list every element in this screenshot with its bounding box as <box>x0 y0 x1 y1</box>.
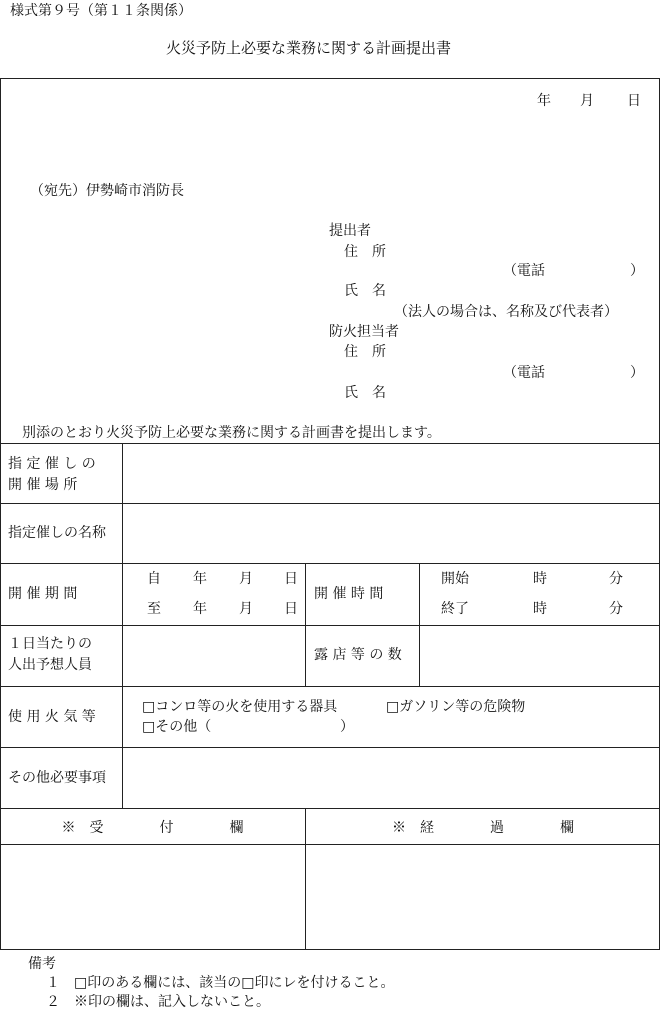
fire-option-other-close: ） <box>340 719 354 735</box>
period-to-day: 日 <box>284 601 298 617</box>
submitter-heading: 提出者 <box>329 223 371 239</box>
fire-option-other[interactable]: □その他（ <box>142 719 212 735</box>
fire-manager-name-label: 氏 名 <box>344 385 386 401</box>
table-row-divider <box>0 747 660 748</box>
reception-header: ※ 受 付 欄 <box>61 820 244 836</box>
venue-label-line2: 開 催 場 所 <box>8 477 78 493</box>
date-month-label: 月 <box>580 93 594 109</box>
venue-label-line1: 指 定 催 し の <box>8 456 96 472</box>
form-number: 様式第９号（第１１条関係） <box>10 3 192 19</box>
time-end-minute: 分 <box>609 601 623 617</box>
period-to-label: 至 <box>147 601 161 617</box>
table-row-divider <box>0 844 660 845</box>
fire-manager-address-label: 住 所 <box>344 344 386 360</box>
table-row-divider <box>0 503 660 504</box>
time-start-hour: 時 <box>533 571 547 587</box>
right-column-divider <box>419 563 420 686</box>
attendance-label-line2: 人出予想人員 <box>8 657 92 673</box>
note-2-text: ※印の欄は、記入しないこと。 <box>74 994 270 1010</box>
note-2-number: ２ <box>46 994 60 1010</box>
period-from-label: 自 <box>147 571 161 587</box>
fire-manager-phone-close: ） <box>630 365 644 381</box>
time-end-hour: 時 <box>533 601 547 617</box>
venue-field[interactable] <box>124 445 658 502</box>
attendance-label-line1: １日当たりの <box>8 636 92 652</box>
fire-option-hazardous[interactable]: □ガソリン等の危険物 <box>386 699 526 715</box>
date-year-label: 年 <box>537 93 551 109</box>
other-field[interactable] <box>124 749 658 807</box>
addressee: （宛先）伊勢崎市消防長 <box>30 183 184 199</box>
fire-option-stove[interactable]: □コンロ等の火を使用する器具 <box>142 699 338 715</box>
statement: 別添のとおり火災予防上必要な業務に関する計画書を提出します。 <box>22 425 441 441</box>
time-end-label: 終了 <box>441 601 469 617</box>
table-row-divider <box>0 808 660 809</box>
fire-use-label: 使 用 火 気 等 <box>8 709 96 725</box>
page-title: 火災予防上必要な業務に関する計画提出書 <box>166 39 452 57</box>
submitter-phone-close: ） <box>630 263 644 279</box>
period-to-month: 月 <box>239 601 253 617</box>
event-name-field[interactable] <box>124 505 658 562</box>
middle-column-divider <box>305 563 306 686</box>
period-to-year: 年 <box>193 601 207 617</box>
label-column-divider <box>122 443 123 808</box>
stalls-label: 露 店 等 の 数 <box>314 647 402 663</box>
table-row-divider <box>0 625 660 626</box>
other-label: その他必要事項 <box>8 770 106 786</box>
fire-manager-heading: 防火担当者 <box>329 324 399 340</box>
period-from-month: 月 <box>239 571 253 587</box>
table-row-divider <box>0 686 660 687</box>
stalls-field[interactable] <box>421 627 658 685</box>
period-label: 開 催 期 間 <box>8 586 78 602</box>
time-start-label: 開始 <box>441 571 469 587</box>
table-row-divider <box>0 443 660 444</box>
attendance-field[interactable] <box>124 627 304 685</box>
submitter-address-label: 住 所 <box>344 244 386 260</box>
submitter-name-label: 氏 名 <box>344 283 386 299</box>
period-from-day: 日 <box>284 571 298 587</box>
time-start-minute: 分 <box>609 571 623 587</box>
notes-heading: 備考 <box>28 956 56 972</box>
submitter-phone-open: （電話 <box>503 263 545 279</box>
event-name-label: 指定催しの名称 <box>8 525 106 541</box>
table-row-divider <box>0 563 660 564</box>
note-1-text: □印のある欄には、該当の□印にレを付けること。 <box>74 975 395 991</box>
fire-manager-phone-open: （電話 <box>503 365 545 381</box>
time-label: 開 催 時 間 <box>314 586 384 602</box>
corporate-note: （法人の場合は、名称及び代表者） <box>394 304 618 320</box>
progress-header: ※ 経 過 欄 <box>392 820 574 836</box>
note-1-number: １ <box>46 975 60 991</box>
date-day-label: 日 <box>627 93 641 109</box>
period-from-year: 年 <box>193 571 207 587</box>
